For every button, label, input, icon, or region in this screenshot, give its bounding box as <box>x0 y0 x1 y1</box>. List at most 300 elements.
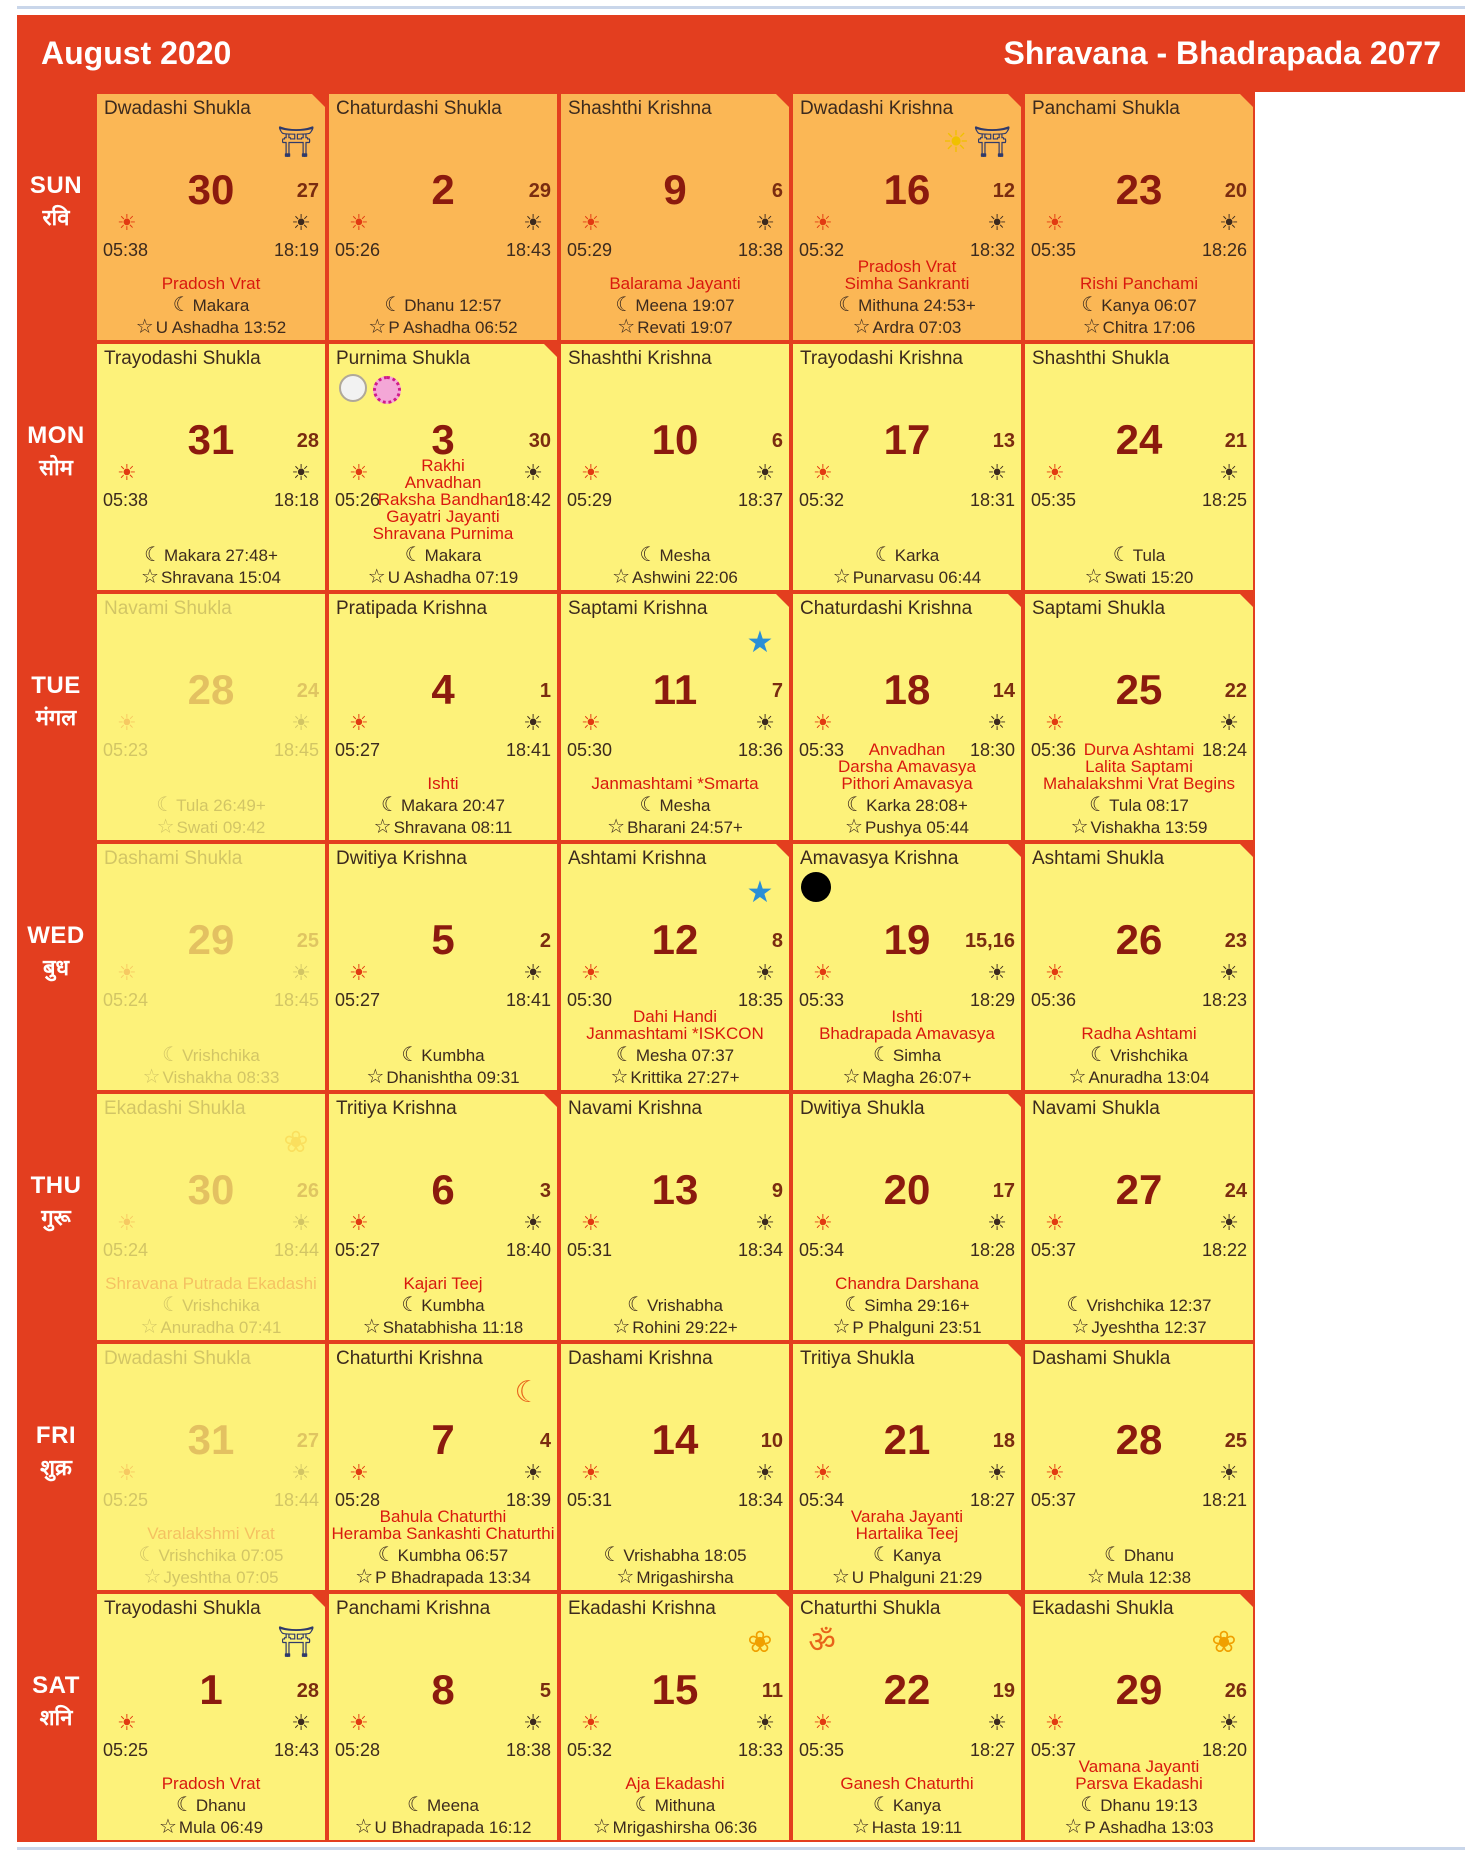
nakshatra-text: Krittika 27:27+ <box>630 1068 740 1087</box>
sunrise-time: 05:35 <box>1031 240 1077 260</box>
date-number: 13 <box>651 1166 699 1213</box>
festival-list <box>561 1775 789 1792</box>
moon-icon: ☾ <box>874 544 893 566</box>
date-number: 25 <box>1115 666 1163 713</box>
moon-icon: ☾ <box>1089 794 1108 816</box>
day-cell[interactable] <box>559 1092 791 1342</box>
moon-icon: ☾ <box>838 294 857 316</box>
moon-icon: ☾ <box>872 1544 891 1566</box>
sunrise-icon: ☀ <box>581 460 601 485</box>
sunset-icon: ☀ <box>1219 460 1239 485</box>
festival-name: Gayatri Jayanti <box>386 507 500 526</box>
day-cell[interactable] <box>1023 1092 1255 1342</box>
moonsign-text: Meena <box>426 1796 479 1815</box>
event-corner-marker <box>1007 93 1022 108</box>
nakshatra-row <box>793 1067 1021 1088</box>
sunrise-icon: ☀ <box>813 710 833 735</box>
weekday-en: MON <box>27 422 85 449</box>
day-cell[interactable] <box>95 1092 327 1342</box>
festival-name: Janmashtami *Smarta <box>591 774 759 793</box>
moon-icon: ☾ <box>846 794 865 816</box>
sunrise-time: 05:30 <box>567 990 613 1010</box>
star-icon: ☆ <box>366 1066 385 1088</box>
sunset-time: 18:42 <box>505 490 551 510</box>
star-icon: ☆ <box>1084 566 1103 588</box>
day-cell[interactable] <box>791 842 1023 1092</box>
sunrise-time: 05:37 <box>1031 1240 1077 1260</box>
amanta-day: 15,16 <box>964 930 1015 952</box>
sunset-icon: ☀ <box>987 710 1007 735</box>
moonsign-text: Kanya 06:07 <box>1101 296 1197 315</box>
sunrise-time: 05:25 <box>103 1740 149 1760</box>
moonsign-text: Makara 27:48+ <box>164 546 278 565</box>
moonsign-text: Karka <box>894 546 940 565</box>
day-cell[interactable] <box>791 342 1023 592</box>
date-number: 20 <box>883 1166 931 1213</box>
sunset-time: 18:31 <box>969 490 1015 510</box>
event-corner-marker <box>1007 1343 1022 1358</box>
day-cell[interactable] <box>327 92 559 342</box>
sunset-icon: ☀ <box>1219 1710 1239 1735</box>
event-corner-marker <box>775 93 790 108</box>
festival-list <box>561 1008 789 1042</box>
moonsign-text: Mesha <box>659 546 711 565</box>
moonsign-row <box>793 1295 1021 1316</box>
weekday-en: SAT <box>32 1672 80 1699</box>
day-cell[interactable] <box>559 1592 791 1842</box>
date-number: 14 <box>651 1416 699 1463</box>
star-icon: ☆ <box>852 316 871 338</box>
amanta-day: 22 <box>1224 680 1247 702</box>
amanta-day: 8 <box>771 930 783 952</box>
sunrise-time: 05:32 <box>567 1740 613 1760</box>
festival-list <box>97 1275 325 1292</box>
nakshatra-row <box>561 1067 789 1088</box>
nakshatra-text: Mrigashirsha 06:36 <box>612 1818 758 1837</box>
amanta-day: 14 <box>992 680 1015 702</box>
day-cell[interactable] <box>95 842 327 1092</box>
day-cell[interactable] <box>1023 92 1255 342</box>
day-cell[interactable] <box>327 1092 559 1342</box>
nakshatra-text: Hasta 19:11 <box>871 1818 963 1837</box>
nakshatra-row <box>793 567 1021 588</box>
sunrise-time: 05:38 <box>103 240 149 260</box>
weekday-label-tue <box>17 592 95 842</box>
festival-name: Balarama Jayanti <box>609 274 741 293</box>
tithi-label: Ekadashi Shukla <box>1032 1598 1174 1619</box>
sunset-time: 18:27 <box>969 1740 1015 1760</box>
sunset-icon: ☀ <box>523 210 543 235</box>
star-icon: ☆ <box>156 816 175 838</box>
sunrise-icon: ☀ <box>813 1210 833 1235</box>
sunrise-icon: ☀ <box>349 710 369 735</box>
day-cell[interactable] <box>559 92 791 342</box>
festival-name: Pradosh Vrat <box>161 274 261 293</box>
moonsign-row <box>97 295 325 316</box>
nakshatra-text: Revati 19:07 <box>637 318 733 337</box>
day-cell[interactable] <box>95 1592 327 1842</box>
tithi-label: Panchami Krishna <box>336 1598 491 1619</box>
amanta-day: 9 <box>771 1180 783 1202</box>
sunset-icon: ☀ <box>755 460 775 485</box>
nakshatra-row <box>1025 1817 1253 1838</box>
sunset-time: 18:26 <box>1201 240 1247 260</box>
moon-icon: ☾ <box>404 544 423 566</box>
tithi-label: Panchami Shukla <box>1032 98 1180 119</box>
moon-icon: ☾ <box>1103 1544 1122 1566</box>
sunset-icon: ☀ <box>755 210 775 235</box>
date-number: 6 <box>431 1166 455 1213</box>
festival-name: Heramba Sankashti Chaturthi <box>331 1524 555 1543</box>
day-cell[interactable] <box>791 1592 1023 1842</box>
sunset-icon: ☀ <box>523 960 543 985</box>
nakshatra-text: Swati 15:20 <box>1104 568 1194 587</box>
moonsign-text: Kumbha 06:57 <box>397 1546 509 1565</box>
moonsign-text: Tula <box>1132 546 1166 565</box>
event-corner-marker <box>1239 1593 1254 1608</box>
moonsign-row <box>793 1795 1021 1816</box>
date-number: 29 <box>187 916 235 963</box>
amanta-day: 26 <box>1224 1680 1247 1702</box>
sunrise-icon: ☀ <box>117 210 137 235</box>
moonsign-row <box>329 1545 557 1566</box>
sunrise-icon: ☀ <box>1045 710 1065 735</box>
day-cell[interactable] <box>559 1342 791 1592</box>
nakshatra-text: U Phalguni 21:29 <box>851 1568 983 1587</box>
moonsign-row <box>1025 1045 1253 1066</box>
star-icon: ☆ <box>158 1816 177 1838</box>
weekday-hi: बुध <box>42 955 70 980</box>
star-icon: ☆ <box>612 566 631 588</box>
ganesha-moon-icon: ☾ <box>514 1376 542 1409</box>
day-cell[interactable] <box>95 342 327 592</box>
star-icon: ☆ <box>610 1066 629 1088</box>
amanta-day: 27 <box>296 1430 319 1452</box>
moonsign-row <box>561 1795 789 1816</box>
tithi-label: Dwadashi Shukla <box>104 1348 251 1369</box>
day-cell[interactable] <box>95 592 327 842</box>
date-number: 4 <box>431 666 455 713</box>
moonsign-row <box>793 545 1021 566</box>
nakshatra-row <box>97 1817 325 1838</box>
sunrise-time: 05:27 <box>335 740 381 760</box>
day-cell[interactable] <box>791 1092 1023 1342</box>
festival-list <box>1025 1758 1253 1792</box>
sunset-time: 18:43 <box>505 240 551 260</box>
day-cell[interactable] <box>1023 842 1255 1092</box>
event-corner-marker <box>1239 93 1254 108</box>
sunset-time: 18:45 <box>273 740 319 760</box>
event-corner-marker <box>775 593 790 608</box>
sunrise-icon: ☀ <box>117 460 137 485</box>
new-moon-icon <box>801 872 831 902</box>
moonsign-text: Kanya <box>892 1796 942 1815</box>
star-icon: ☆ <box>1068 1066 1087 1088</box>
sunset-icon: ☀ <box>523 710 543 735</box>
date-number: 19 <box>883 916 931 963</box>
festival-list <box>793 1508 1021 1542</box>
festival-list <box>793 258 1021 292</box>
amanta-day: 7 <box>771 680 783 702</box>
amanta-day: 21 <box>1224 430 1247 452</box>
festival-name: Vamana Jayanti <box>1078 1757 1200 1776</box>
moon-icon: ☾ <box>401 1294 420 1316</box>
day-cell[interactable] <box>327 842 559 1092</box>
star-icon: ☆ <box>140 1316 159 1338</box>
moonsign-row <box>329 1295 557 1316</box>
festival-list <box>329 775 557 792</box>
weekday-en: THU <box>30 1172 82 1199</box>
date-number: 9 <box>663 166 687 213</box>
moonsign-text: Kumbha <box>421 1296 485 1315</box>
moon-icon: ☾ <box>1080 1794 1099 1816</box>
sunset-time: 18:22 <box>1201 1240 1247 1260</box>
day-cell[interactable] <box>559 342 791 592</box>
event-corner-marker <box>1007 1593 1022 1608</box>
weekday-label-fri <box>17 1342 95 1592</box>
day-cell[interactable] <box>95 92 327 342</box>
day-cell[interactable] <box>1023 1342 1255 1592</box>
festival-name: Dahi Handi <box>632 1007 718 1026</box>
day-cell[interactable] <box>327 1592 559 1842</box>
moonsign-row <box>1025 545 1253 566</box>
moon-icon: ☾ <box>156 794 175 816</box>
nakshatra-text: Ashwini 22:06 <box>632 568 738 587</box>
sunset-icon: ☀ <box>1219 210 1239 235</box>
sunrise-time: 05:35 <box>1031 490 1077 510</box>
day-cell[interactable] <box>791 592 1023 842</box>
weekday-hi: सोम <box>39 455 73 480</box>
day-cell[interactable] <box>327 592 559 842</box>
sunrise-time: 05:28 <box>335 1740 381 1760</box>
festival-list <box>793 1775 1021 1792</box>
tithi-label: Chaturdashi Shukla <box>336 98 502 119</box>
lunar-month-title: Shravana - Bhadrapada 2077 <box>1003 35 1441 71</box>
date-number: 7 <box>431 1416 455 1463</box>
nakshatra-row <box>329 1067 557 1088</box>
festival-name: Simha Sankranti <box>844 274 970 293</box>
star-icon: ☆ <box>617 316 636 338</box>
sunrise-time: 05:23 <box>103 740 149 760</box>
moon-icon: ☾ <box>138 1544 157 1566</box>
nakshatra-row <box>793 317 1021 338</box>
date-number: 28 <box>1115 1416 1163 1463</box>
star-icon: ☆ <box>143 1566 162 1588</box>
star-icon: ☆ <box>831 1566 850 1588</box>
festival-name: Chandra Darshana <box>835 1274 979 1293</box>
day-cell[interactable] <box>95 1342 327 1592</box>
nakshatra-row <box>97 1567 325 1588</box>
moonsign-row <box>561 295 789 316</box>
weekday-hi: शनि <box>39 1705 73 1730</box>
nakshatra-row <box>97 1067 325 1088</box>
sunset-icon: ☀ <box>291 1460 311 1485</box>
moonsign-row <box>793 1045 1021 1066</box>
moonsign-text: Mithuna 24:53+ <box>858 296 976 315</box>
festival-name: Varaha Jayanti <box>850 1507 964 1526</box>
amanta-day: 6 <box>771 180 783 202</box>
day-cell[interactable] <box>327 1342 559 1592</box>
amanta-day: 28 <box>296 430 319 452</box>
sunrise-icon: ☀ <box>349 1210 369 1235</box>
vishnu-icon: ❀ <box>747 1626 773 1659</box>
event-corner-marker <box>543 343 558 358</box>
moonsign-text: Simha 29:16+ <box>864 1296 970 1315</box>
festival-name: Radha Ashtami <box>1081 1024 1197 1043</box>
tithi-label: Dwadashi Shukla <box>104 98 251 119</box>
sunset-icon: ☀ <box>1219 960 1239 985</box>
sunset-icon: ☀ <box>291 1710 311 1735</box>
day-cell[interactable] <box>1023 342 1255 592</box>
sunset-time: 18:29 <box>969 990 1015 1010</box>
sunrise-icon: ☀ <box>581 210 601 235</box>
day-cell[interactable] <box>791 1342 1023 1592</box>
nakshatra-text: Magha 26:07+ <box>862 1068 972 1087</box>
sunset-time: 18:40 <box>505 1240 551 1260</box>
tithi-label: Tritiya Krishna <box>336 1098 457 1119</box>
sunrise-time: 05:31 <box>567 1490 613 1510</box>
moonsign-text: Vrishabha <box>647 1296 723 1315</box>
month-title: August 2020 <box>41 35 232 71</box>
krishna-icon: ★ <box>746 626 774 659</box>
moonsign-text: Mesha <box>659 796 711 815</box>
sunrise-time: 05:34 <box>799 1490 845 1510</box>
date-number: 15 <box>651 1666 699 1713</box>
sunset-time: 18:32 <box>969 240 1015 260</box>
day-cell[interactable] <box>791 92 1023 342</box>
tithi-label: Navami Shukla <box>1032 1098 1160 1119</box>
sunrise-icon: ☀ <box>813 960 833 985</box>
weekday-en: WED <box>27 922 85 949</box>
festival-name: Shravana Putrada Ekadashi <box>105 1274 317 1293</box>
moonsign-row <box>329 295 557 316</box>
sunrise-icon: ☀ <box>813 1460 833 1485</box>
date-number: 31 <box>187 1416 235 1463</box>
tithi-label: Tritiya Shukla <box>800 1348 915 1369</box>
day-cell[interactable] <box>1023 1592 1255 1842</box>
tithi-label: Amavasya Krishna <box>800 848 959 869</box>
sunrise-icon: ☀ <box>1045 460 1065 485</box>
moonsign-row <box>1025 1295 1253 1316</box>
sunset-time: 18:37 <box>737 490 783 510</box>
moon-icon: ☾ <box>1090 1044 1109 1066</box>
moonsign-row <box>97 1795 325 1816</box>
sunrise-icon: ☀ <box>117 710 137 735</box>
moon-icon: ☾ <box>1112 544 1131 566</box>
nakshatra-row <box>793 1567 1021 1588</box>
amanta-day: 26 <box>296 1180 319 1202</box>
vishnu-icon: ❀ <box>1211 1626 1237 1659</box>
full-moon-icon <box>339 374 367 402</box>
event-corner-marker <box>1239 593 1254 608</box>
tithi-label: Shashthi Krishna <box>568 348 712 369</box>
day-cell[interactable] <box>559 592 791 842</box>
sunrise-icon: ☀ <box>349 1460 369 1485</box>
sunset-icon: ☀ <box>1219 710 1239 735</box>
nakshatra-text: U Ashadha 13:52 <box>155 318 287 337</box>
sunset-icon: ☀ <box>291 960 311 985</box>
moonsign-text: Makara 20:47 <box>400 796 505 815</box>
nakshatra-row <box>97 317 325 338</box>
festival-list <box>97 1775 325 1792</box>
event-corner-marker <box>1007 1093 1022 1108</box>
date-number: 29 <box>1115 1666 1163 1713</box>
moon-icon: ☾ <box>1066 1294 1085 1316</box>
nakshatra-row <box>329 817 557 838</box>
weekday-hi: रवि <box>42 205 70 230</box>
date-number: 24 <box>1115 416 1163 463</box>
sunset-time: 18:38 <box>737 240 783 260</box>
sunrise-time: 05:36 <box>1031 990 1077 1010</box>
moon-icon: ☾ <box>615 294 634 316</box>
nakshatra-row <box>97 1317 325 1338</box>
weekday-label-sun <box>17 92 95 342</box>
moonsign-text: Mesha 07:37 <box>635 1046 735 1065</box>
weekday-label-thu <box>17 1092 95 1342</box>
sunrise-icon: ☀ <box>581 960 601 985</box>
sunset-time: 18:33 <box>737 1740 783 1760</box>
festival-name: Bhadrapada Amavasya <box>819 1024 995 1043</box>
amanta-day: 24 <box>296 680 319 702</box>
moonsign-text: Vrishchika 12:37 <box>1086 1296 1212 1315</box>
tithi-label: Pratipada Krishna <box>336 598 488 619</box>
sunset-time: 18:36 <box>737 740 783 760</box>
event-corner-marker <box>543 1093 558 1108</box>
day-cell[interactable] <box>559 842 791 1092</box>
weekday-label-mon <box>17 342 95 592</box>
nakshatra-row <box>561 817 789 838</box>
amanta-day: 28 <box>296 1680 319 1702</box>
day-cell[interactable] <box>1023 592 1255 842</box>
day-cell[interactable] <box>327 342 559 592</box>
date-number: 5 <box>431 916 455 963</box>
shiva-linga-icon: ⛩ <box>277 126 316 159</box>
nakshatra-text: Pushya 05:44 <box>864 818 969 837</box>
tithi-label: Navami Shukla <box>104 598 232 619</box>
festival-name: Varalakshmi Vrat <box>147 1524 275 1543</box>
festival-name: Mahalakshmi Vrat Begins <box>1042 774 1236 793</box>
festival-list <box>793 1008 1021 1042</box>
festival-name: Darsha Amavasya <box>838 757 976 776</box>
date-number: 8 <box>431 1666 455 1713</box>
amanta-day: 25 <box>1224 1430 1247 1452</box>
tithi-label: Trayodashi Shukla <box>104 348 261 369</box>
sunrise-icon: ☀ <box>813 460 833 485</box>
sunset-icon: ☀ <box>755 1710 775 1735</box>
amanta-day: 27 <box>296 180 319 202</box>
nakshatra-text: Bharani 24:57+ <box>627 818 743 837</box>
sunset-icon: ☀ <box>523 460 543 485</box>
star-icon: ☆ <box>832 566 851 588</box>
sunrise-icon: ☀ <box>349 460 369 485</box>
festival-list <box>793 1275 1021 1292</box>
event-corner-marker <box>775 1593 790 1608</box>
moonsign-row <box>97 1545 325 1566</box>
date-number: 17 <box>883 416 931 463</box>
moonsign-row <box>1025 1795 1253 1816</box>
sunset-icon: ☀ <box>755 1210 775 1235</box>
sunrise-icon: ☀ <box>117 1210 137 1235</box>
weekday-en: FRI <box>35 1422 77 1449</box>
festival-name: Raksha Bandhan <box>377 490 509 509</box>
nakshatra-row <box>561 1817 789 1838</box>
sunrise-icon: ☀ <box>1045 1460 1065 1485</box>
nakshatra-row <box>97 817 325 838</box>
sunset-time: 18:44 <box>273 1240 319 1260</box>
nakshatra-row <box>561 567 789 588</box>
moonsign-row <box>793 1545 1021 1566</box>
event-corner-marker <box>775 843 790 858</box>
